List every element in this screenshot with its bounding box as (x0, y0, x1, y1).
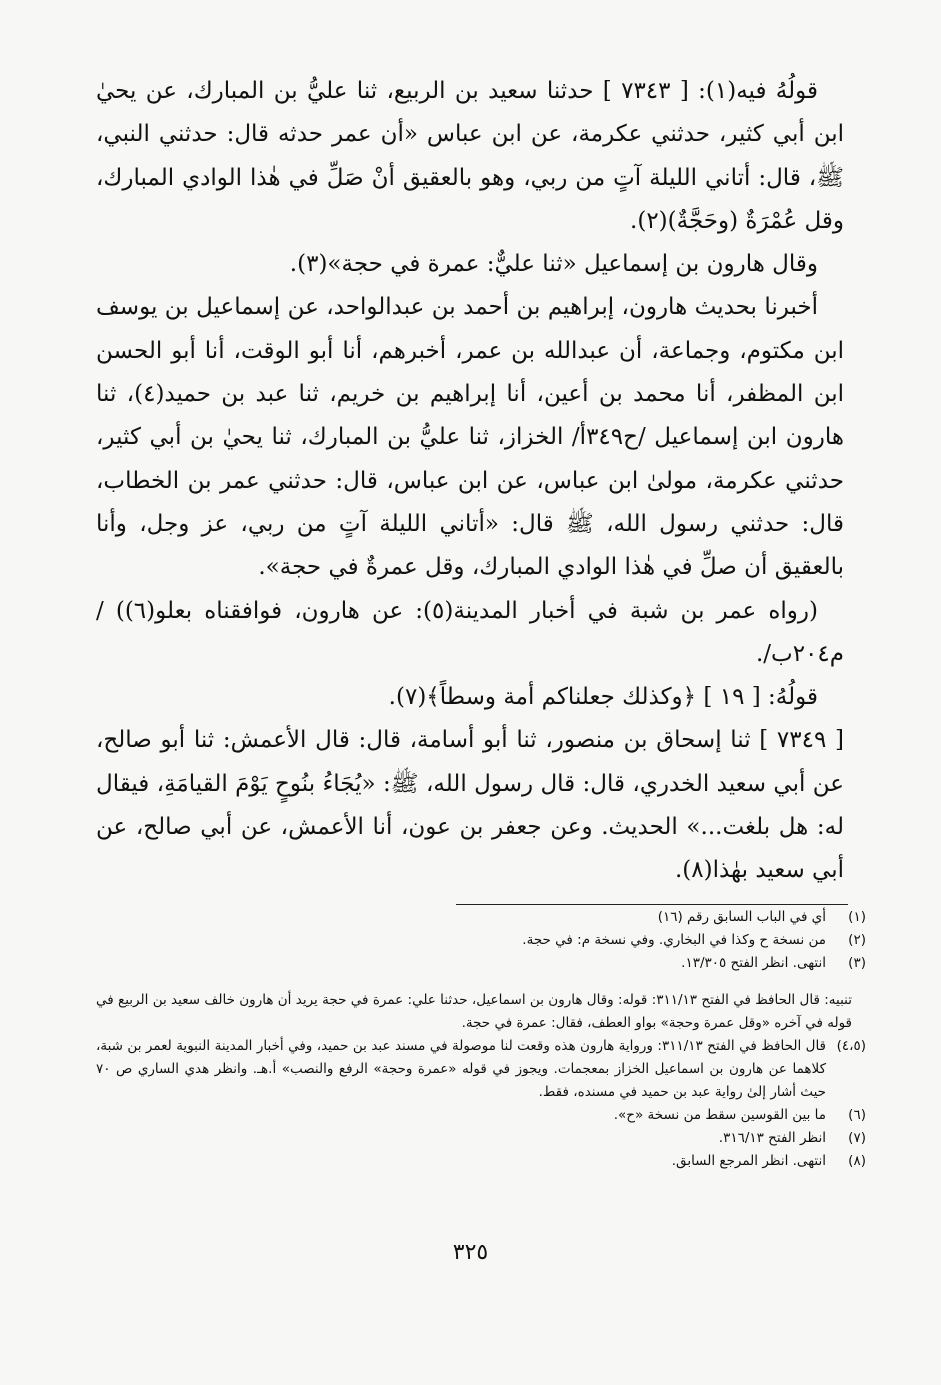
footnote-text: انظر الفتح ٣١٦/١٣. (718, 1130, 826, 1146)
paragraph-harun: وقال هارون بن إسماعيل «ثنا عليٌّ: عمرة في حجة»(٣). (289, 251, 818, 278)
footnote-text: انتهى. انظر المرجع السابق. (671, 1153, 826, 1169)
paragraph-verse-19: قولُهُ: [ ١٩ ] ﴿وكذلك جعلناكم أمة وسطاً﴾(٧). (388, 684, 818, 711)
main-text (96, 70, 844, 893)
footnote-7 (96, 1127, 866, 1150)
footnote-6 (96, 1104, 866, 1127)
tanbih-note: تنبيه: قال الحافظ في الفتح ٣١١/١٣: قوله: وقال هارون بن اسماعيل، حدثنا علي: عمرة في حجة يريد أن هارون خالف سعيد بن الربيع في قوله في آخره «وقل عمرة وحجة» بواو العطف، فقال: عمرة في حجة. (96, 992, 852, 1031)
footnote-text: من نسخة ح وكذا في البخاري. وفي نسخة م: في حجة. (522, 932, 826, 948)
footnote-text: انتهى. انظر الفتح ١٣/٣٠٥. (681, 955, 826, 971)
footnote-1 (96, 906, 866, 929)
footnotes (96, 906, 866, 1173)
footnote-number: (٢) (848, 932, 866, 948)
footnote-8 (96, 1150, 866, 1173)
footnote-text: أي في الباب السابق رقم (١٦) (657, 909, 826, 925)
footnote-text: قال الحافظ في الفتح ٣١١/١٣: ورواية هارون هذه وقعت لنا موصولة في مسند عبد بن حميد، وفي أخبار المدينة النبوية لعمر بن شبة، كلاهما عن هارون بن اسماعيل الخزاز بمعجمات. ويجوز في قوله «عمرة وحجة» الرفع والنصب» أ.هـ. وانظر هدي الساري ص ٧٠ حيث أشار إلىٰ رواية عبد بن حميد في مسنده، فقط. (96, 1038, 827, 1100)
paragraph-7343: قولُهُ فيه(١): [ ٧٣٤٣ ] حدثنا سعيد بن الربيع، ثنا عليُّ بن المبارك، عن يحيٰ ابن أبي كثير، حدثني عكرمة، عن ابن عباس «أن عمر حدثه قال: حدثني النبي، ﷺ، قال: أتاني الليلة آتٍ من ربي، وهو بالعقيق أنْ صَلِّ في هٰذا الوادي المبارك، وقل عُمْرَةٌ (وحَجَّةٌ)(٢). (96, 78, 844, 234)
footnote-4-5 (96, 1035, 866, 1104)
footnote-number: (٣) (848, 955, 866, 971)
page-number: ٣٢٥ (452, 1240, 489, 1265)
footnote-2 (96, 929, 866, 952)
footnote-text: ما بين القوسين سقط من نسخة «ح». (613, 1107, 826, 1123)
footnote-3 (96, 952, 866, 975)
paragraph-7349: [ ٧٣٤٩ ] ثنا إسحاق بن منصور، ثنا أبو أسامة، قال: قال الأعمش: ثنا أبو صالح، عن أبي سعيد الخدري، قال: قال رسول الله، ﷺ: «يُجَاءُ بنُوحٍ يَوْمَ القيامَةِ، فيقال له: هل بلغت...» الحديث. وعن جعفر بن عون، أنا الأعمش، عن أبي صالح، عن أبي سعيد بهٰذا(٨). (96, 727, 844, 884)
footnote-number: (٤،٥) (836, 1038, 866, 1054)
footnote-separator (456, 904, 848, 905)
paragraph-umar-shabba: (رواه عمر بن شبة في أخبار المدينة(٥): عن هارون، فوافقناه بعلو(٦)) /م٢٠٤ب/. (96, 597, 844, 667)
footnote-number: (٧) (848, 1130, 866, 1146)
footnote-number: (٨) (848, 1153, 866, 1169)
paragraph-isnad: أخبرنا بحديث هارون، إبراهيم بن أحمد بن عبدالواحد، عن إسماعيل بن يوسف ابن مكتوم، وجماعة، أن عبدالله بن عمر، أخبرهم، أنا أبو الوقت، أنا أبو الحسن ابن المظفر، أنا محمد بن أعين، أنا إبراهيم بن خريم، ثنا عبد بن حميد(٤)، ثنا هارون ابن إسماعيل /ح٣٤٩أ/ الخزاز، ثنا عليُّ بن المبارك، ثنا يحيٰ بن أبي كثير، حدثني عكرمة، مولىٰ ابن عباس، عن ابن عباس، قال: حدثني عمر بن الخطاب، قال: حدثني رسول الله، ﷺ قال: «أتاني الليلة آتٍ من ربي، عز وجل، وأنا بالعقيق أن صلِّ في هٰذا الوادي المبارك، وقل عمرةٌ في حجة». (96, 294, 845, 581)
footnote-number: (١) (848, 909, 866, 925)
footnote-number: (٦) (848, 1107, 866, 1123)
